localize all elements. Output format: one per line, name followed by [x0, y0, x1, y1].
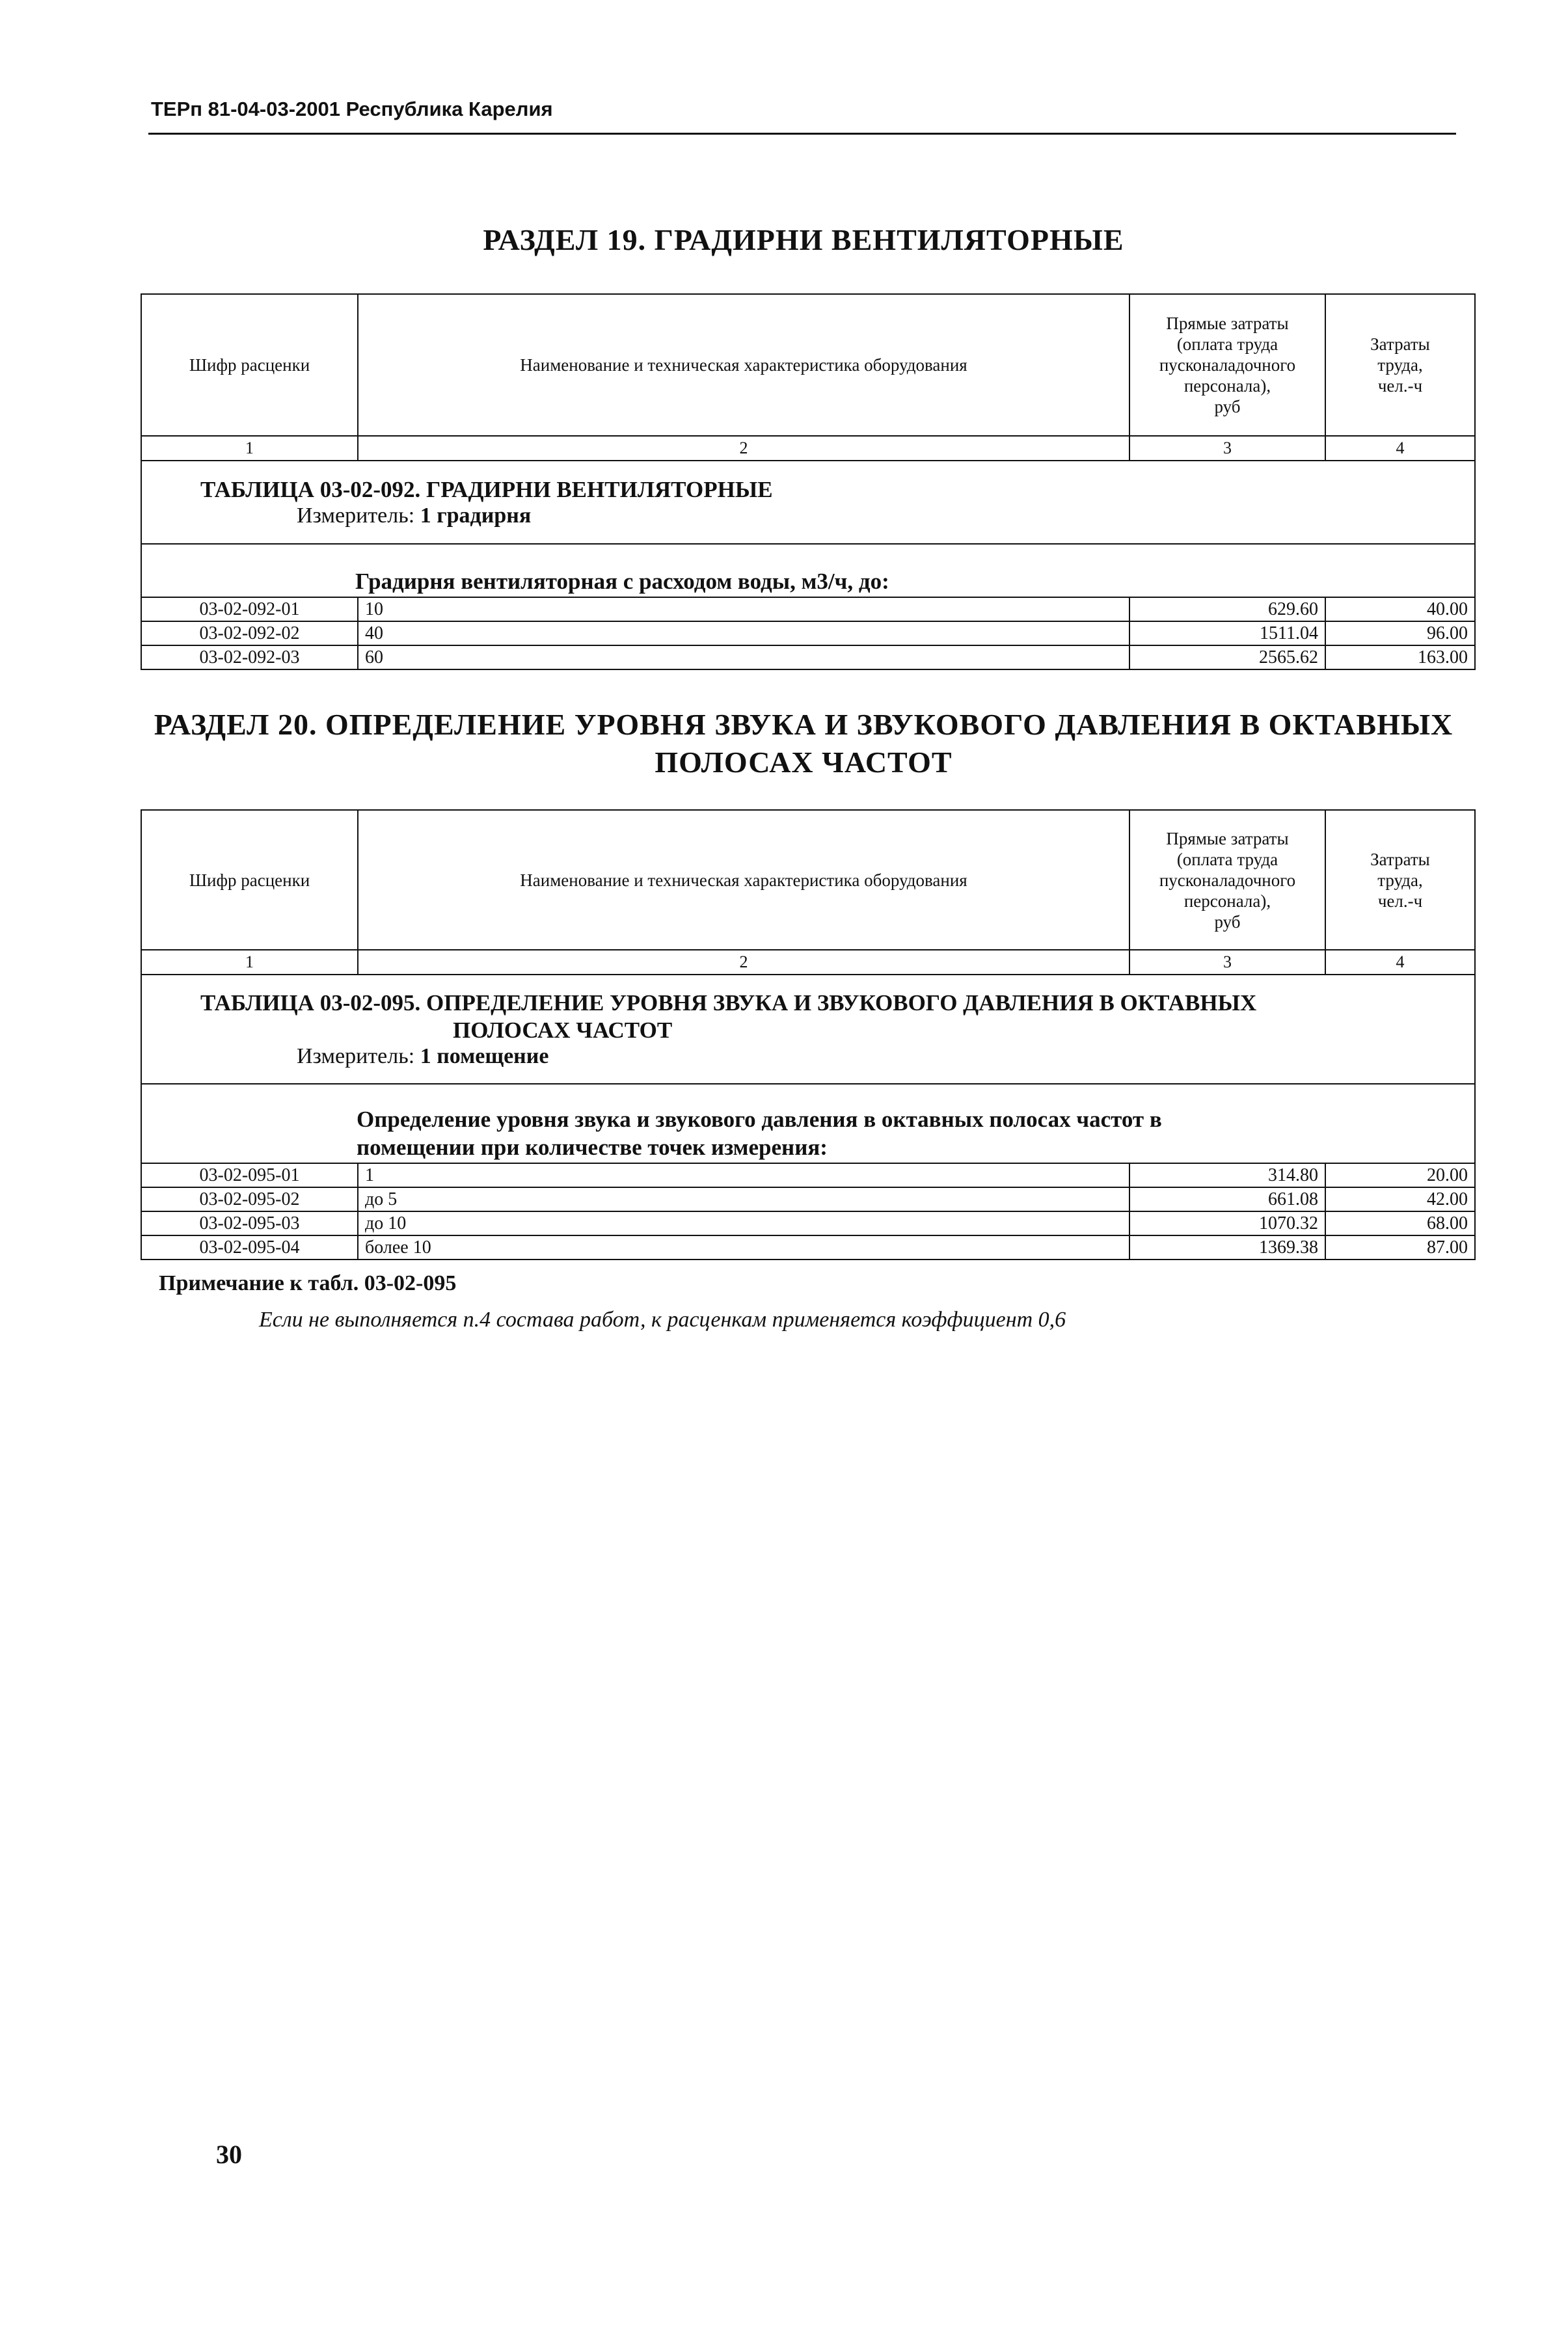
- col-header-cost-line: руб: [1214, 397, 1241, 416]
- header-rule: [148, 133, 1456, 135]
- col-header-cost-line: руб: [1214, 911, 1241, 932]
- rate-code: 03-02-092-01: [141, 597, 358, 621]
- col-header-cost: [1129, 810, 1325, 950]
- column-number: 3: [1129, 436, 1325, 461]
- table-title: ТАБЛИЦА 03-02-092. ГРАДИРНИ ВЕНТИЛЯТОРНЫЕ: [200, 477, 773, 502]
- table-unit: [148, 1044, 1468, 1069]
- col-header-labor: [1325, 294, 1475, 436]
- col-header-cost-line: пусконаладочного: [1159, 355, 1296, 375]
- col-header-cost-line: персонала),: [1183, 891, 1271, 911]
- page-number: 30: [216, 2140, 242, 2169]
- col-header-cost: [1129, 294, 1325, 436]
- rate-code: 03-02-092-03: [141, 645, 358, 669]
- rate-cost: 1070.32: [1129, 1211, 1325, 1235]
- table-description-line: Определение уровня звука и звукового давления в октавных полосах частот в: [357, 1107, 1162, 1132]
- col-header-labor-line: Затраты: [1370, 849, 1430, 869]
- rate-cost: 1369.38: [1129, 1235, 1325, 1260]
- table-row: [141, 645, 1475, 669]
- col-header-name: Наименование и техническая характеристика оборудования: [358, 294, 1129, 436]
- table-header-row: [141, 294, 1475, 436]
- section-19-title: РАЗДЕЛ 19. ГРАДИРНИ ВЕНТИЛЯТОРНЫЕ: [483, 223, 1124, 256]
- description-row: [141, 544, 1475, 597]
- rate-labor: 68.00: [1325, 1211, 1475, 1235]
- unit-value: 1 градирня: [420, 504, 532, 528]
- rate-name: 40: [358, 621, 1129, 645]
- section-20-title: [137, 706, 1470, 781]
- col-header-cost-line: Прямые затраты: [1166, 828, 1289, 848]
- note-text: Если не выполняется п.4 состава работ, к расценкам применяется коэффициент 0,6: [259, 1308, 1066, 1332]
- table-title-row: [141, 461, 1475, 544]
- rate-labor: 20.00: [1325, 1163, 1475, 1187]
- col-header-labor-line: чел.-ч: [1377, 891, 1423, 911]
- unit-label: Измеритель:: [297, 504, 415, 528]
- table-title: [148, 990, 1468, 1044]
- col-header-name: Наименование и техническая характеристика оборудования: [358, 810, 1129, 950]
- column-number: 3: [1129, 950, 1325, 975]
- col-header-labor-line: чел.-ч: [1377, 376, 1423, 396]
- rate-labor: 40.00: [1325, 597, 1475, 621]
- rate-code: 03-02-092-02: [141, 621, 358, 645]
- rate-labor: 42.00: [1325, 1187, 1475, 1211]
- unit-label: Измеритель:: [297, 1044, 415, 1068]
- rate-labor: 96.00: [1325, 621, 1475, 645]
- col-header-cost-line: Прямые затраты: [1166, 314, 1289, 333]
- document-header: ТЕРп 81-04-03-2001 Республика Карелия: [151, 98, 553, 120]
- table-title-line: ТАБЛИЦА 03-02-095. ОПРЕДЕЛЕНИЕ УРОВНЯ ЗВУКА И ЗВУКОВОГО ДАВЛЕНИЯ В ОКТАВНЫХ: [200, 990, 1257, 1016]
- table-description: [148, 1105, 1468, 1161]
- table-row: [141, 621, 1475, 645]
- table-description-line: помещении при количестве точек измерения:: [357, 1135, 828, 1160]
- column-number: 1: [141, 436, 358, 461]
- table-03-02-095: [141, 809, 1476, 1260]
- column-number: 2: [358, 950, 1129, 975]
- table-title-line: ПОЛОСАХ ЧАСТОТ: [453, 1017, 673, 1043]
- col-header-cost-line: (оплата труда: [1176, 334, 1278, 354]
- col-header-cost-line: (оплата труда: [1176, 849, 1278, 869]
- rate-code: 03-02-095-02: [141, 1187, 358, 1211]
- column-number: 2: [358, 436, 1129, 461]
- table-title-row: [141, 975, 1475, 1084]
- rate-name: более 10: [358, 1235, 1129, 1260]
- column-number-row: [141, 436, 1475, 461]
- rate-code: 03-02-095-03: [141, 1211, 358, 1235]
- column-number: 4: [1325, 950, 1475, 975]
- section-20-title-line: РАЗДЕЛ 20. ОПРЕДЕЛЕНИЕ УРОВНЯ ЗВУКА И ЗВУКОВОГО ДАВЛЕНИЯ В ОКТАВНЫХ: [154, 708, 1453, 741]
- rate-cost: 2565.62: [1129, 645, 1325, 669]
- column-number: 1: [141, 950, 358, 975]
- column-number-row: [141, 950, 1475, 975]
- rate-name: 60: [358, 645, 1129, 669]
- col-header-labor-line: труда,: [1377, 870, 1423, 890]
- unit-value: 1 помещение: [420, 1044, 549, 1068]
- rate-cost: 629.60: [1129, 597, 1325, 621]
- table-unit: [148, 504, 1468, 528]
- col-header-code: Шифр расценки: [141, 294, 358, 436]
- note-title: Примечание к табл. 03-02-095: [159, 1271, 457, 1295]
- rate-cost: 1511.04: [1129, 621, 1325, 645]
- rate-name: 10: [358, 597, 1129, 621]
- table-header-row: [141, 810, 1475, 950]
- table-03-02-092: [141, 293, 1476, 670]
- col-header-labor: [1325, 810, 1475, 950]
- col-header-cost-line: пусконаладочного: [1159, 870, 1296, 890]
- table-row: [141, 1163, 1475, 1187]
- table-row: [141, 1211, 1475, 1235]
- rate-name: до 5: [358, 1187, 1129, 1211]
- column-number: 4: [1325, 436, 1475, 461]
- col-header-labor-line: Затраты: [1370, 334, 1430, 354]
- table-description: Градирня вентиляторная с расходом воды, м3/ч, до:: [355, 569, 889, 594]
- table-row: [141, 1187, 1475, 1211]
- rate-labor: 87.00: [1325, 1235, 1475, 1260]
- col-header-cost-line: персонала),: [1183, 376, 1271, 396]
- description-row: [141, 1084, 1475, 1163]
- col-header-labor-line: труда,: [1377, 355, 1423, 375]
- rate-name: до 10: [358, 1211, 1129, 1235]
- table-row: [141, 1235, 1475, 1260]
- col-header-code: Шифр расценки: [141, 810, 358, 950]
- rate-code: 03-02-095-01: [141, 1163, 358, 1187]
- rate-name: 1: [358, 1163, 1129, 1187]
- rate-cost: 661.08: [1129, 1187, 1325, 1211]
- rate-cost: 314.80: [1129, 1163, 1325, 1187]
- table-row: [141, 597, 1475, 621]
- rate-code: 03-02-095-04: [141, 1235, 358, 1260]
- section-20-title-line: ПОЛОСАХ ЧАСТОТ: [655, 746, 953, 779]
- rate-labor: 163.00: [1325, 645, 1475, 669]
